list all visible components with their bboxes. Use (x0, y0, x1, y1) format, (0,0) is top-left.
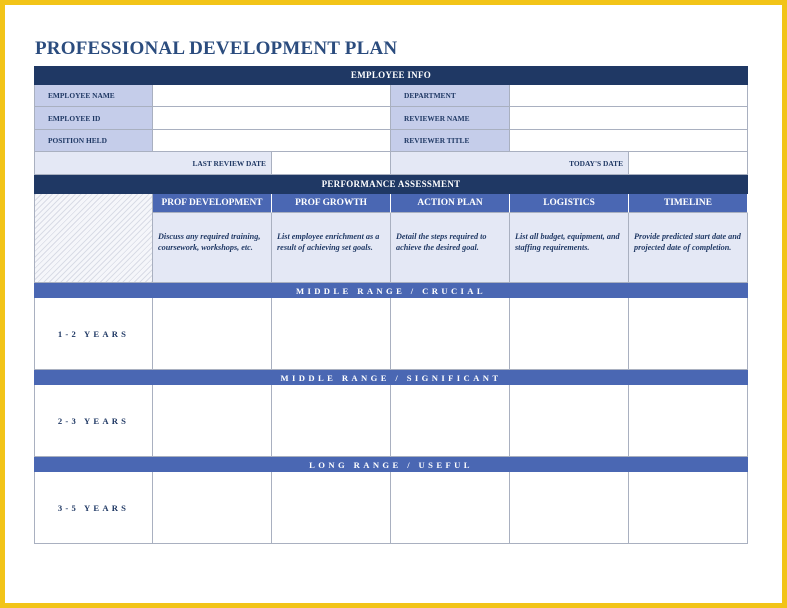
years-label-1-2: 1-2 YEARS (34, 298, 153, 370)
reviewer-title-field[interactable] (510, 130, 748, 152)
description-logistics: List all budget, equipment, and staffing requirements. (510, 213, 629, 283)
employee-name-label: EMPLOYEE NAME (34, 85, 153, 107)
description-prof-development: Discuss any required training, coursework, workshops, etc. (153, 213, 272, 283)
page-title: PROFESSIONAL DEVELOPMENT PLAN (35, 38, 398, 59)
development-plan-sheet (34, 66, 748, 544)
plan-cell[interactable] (391, 472, 510, 544)
position-held-field[interactable] (153, 130, 391, 152)
plan-cell[interactable] (629, 472, 748, 544)
description-prof-growth: List employee enrichment as a result of achieving set goals. (272, 213, 391, 283)
performance-assessment-header: PERFORMANCE ASSESSMENT (34, 175, 748, 194)
employee-name-field[interactable] (153, 85, 391, 107)
years-label-3-5: 3-5 YEARS (34, 472, 153, 544)
page (5, 5, 782, 603)
department-field[interactable] (510, 85, 748, 107)
column-header-logistics: LOGISTICS (510, 194, 629, 213)
plan-cell[interactable] (510, 472, 629, 544)
plan-cell[interactable] (510, 298, 629, 370)
employee-info-header: EMPLOYEE INFO (34, 66, 748, 85)
position-held-label: POSITION HELD (34, 130, 153, 152)
employee-id-label: EMPLOYEE ID (34, 107, 153, 130)
last-review-date-label: LAST REVIEW DATE (34, 152, 272, 175)
column-header-timeline: TIMELINE (629, 194, 748, 213)
section-band-significant: MIDDLE RANGE / SIGNIFICANT (34, 370, 748, 385)
plan-cell[interactable] (272, 298, 391, 370)
plan-cell[interactable] (510, 385, 629, 457)
plan-cell[interactable] (272, 385, 391, 457)
column-header-prof-development: PROF DEVELOPMENT (153, 194, 272, 213)
description-action-plan: Detail the steps required to achieve the desired goal. (391, 213, 510, 283)
hatched-corner-cell (34, 194, 153, 283)
description-timeline: Provide predicted start date and projected date of completion. (629, 213, 748, 283)
column-header-action-plan: ACTION PLAN (391, 194, 510, 213)
plan-cell[interactable] (153, 385, 272, 457)
plan-cell[interactable] (629, 385, 748, 457)
plan-cell[interactable] (629, 298, 748, 370)
plan-cell[interactable] (153, 472, 272, 544)
plan-cell[interactable] (153, 298, 272, 370)
last-review-date-field[interactable] (272, 152, 391, 175)
plan-cell[interactable] (391, 385, 510, 457)
todays-date-label: TODAY'S DATE (391, 152, 629, 175)
section-band-crucial: MIDDLE RANGE / CRUCIAL (34, 283, 748, 298)
plan-cell[interactable] (391, 298, 510, 370)
years-label-2-3: 2-3 YEARS (34, 385, 153, 457)
employee-id-field[interactable] (153, 107, 391, 130)
department-label: DEPARTMENT (391, 85, 510, 107)
column-header-prof-growth: PROF GROWTH (272, 194, 391, 213)
plan-cell[interactable] (272, 472, 391, 544)
reviewer-title-label: REVIEWER TITLE (391, 130, 510, 152)
todays-date-field[interactable] (629, 152, 748, 175)
reviewer-name-field[interactable] (510, 107, 748, 130)
section-band-useful: LONG RANGE / USEFUL (34, 457, 748, 472)
reviewer-name-label: REVIEWER NAME (391, 107, 510, 130)
